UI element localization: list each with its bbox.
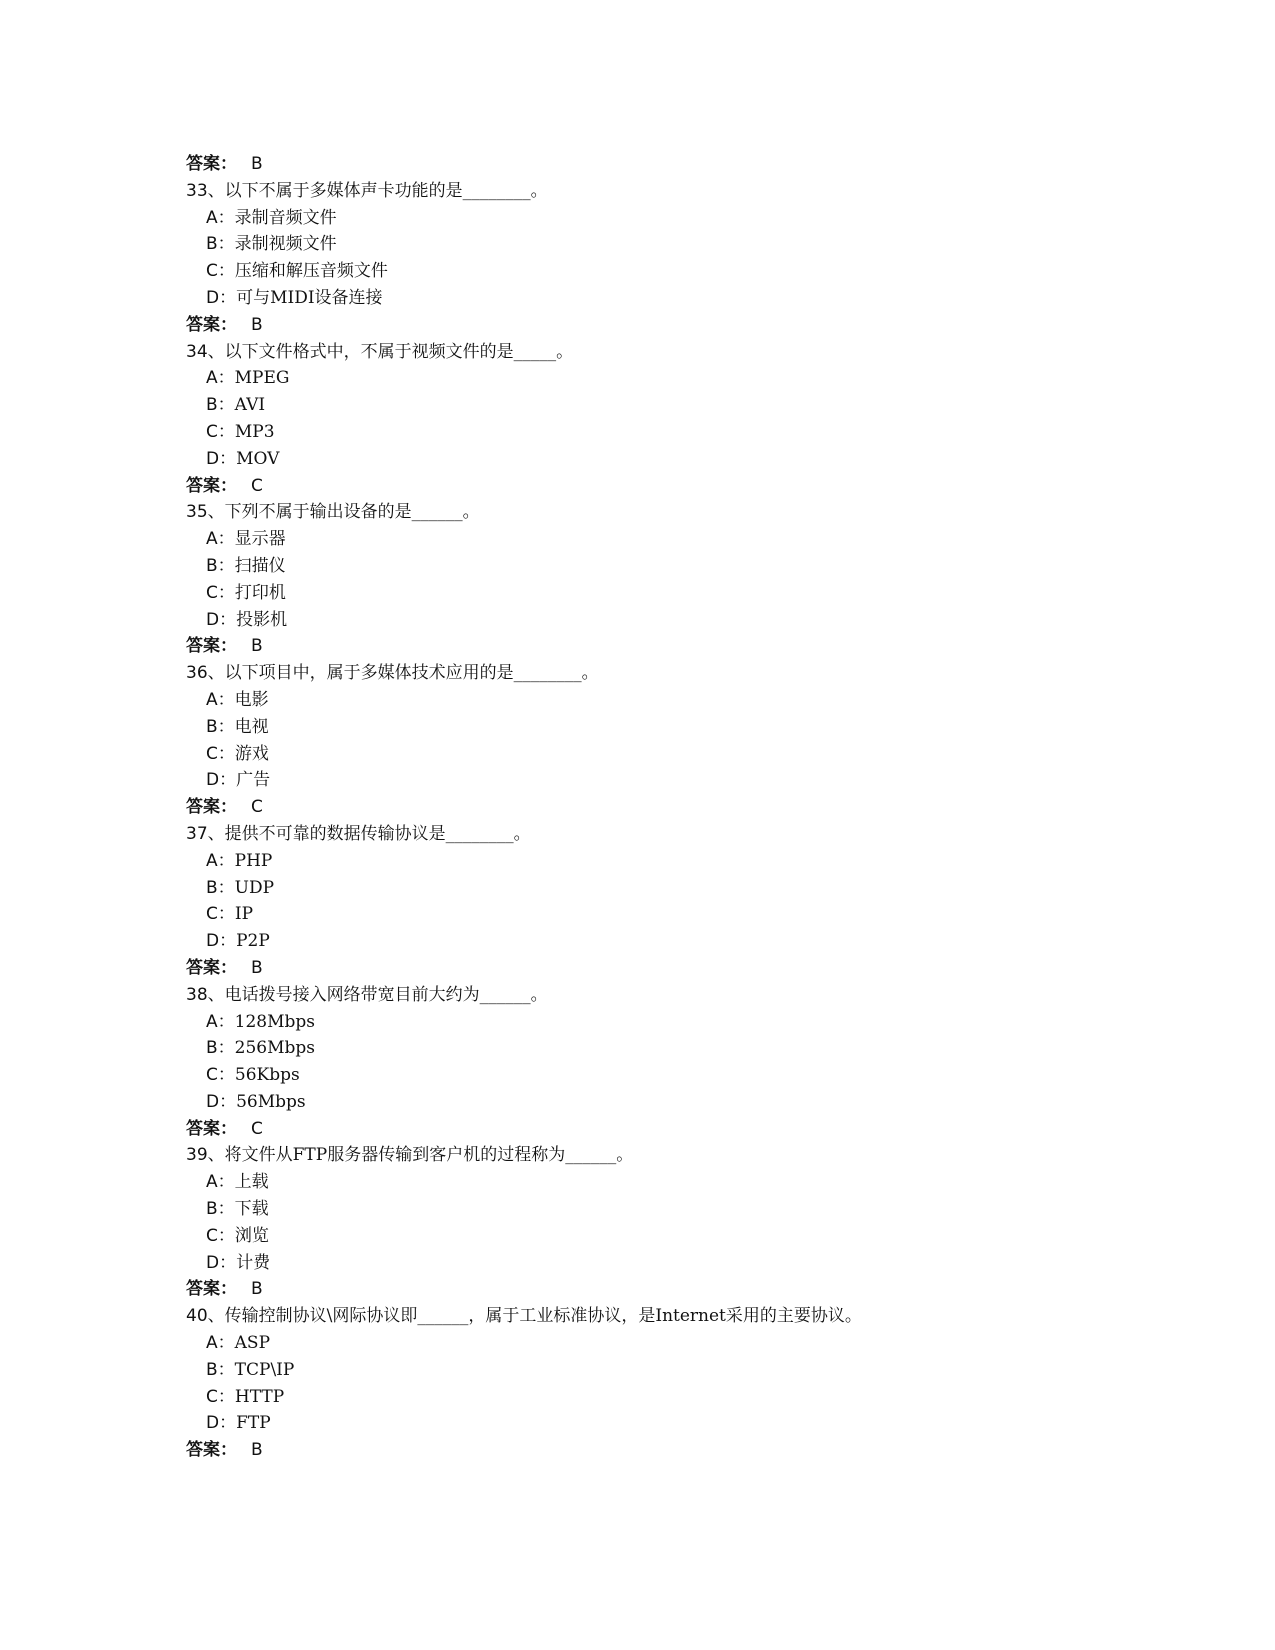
option-text: 256Mbps [234, 1038, 316, 1059]
option-letter: D： [206, 609, 237, 630]
question-number: 36、 [186, 663, 225, 684]
option-text: 计费 [236, 1252, 271, 1273]
option-letter: D： [206, 287, 237, 308]
option-line [186, 607, 1086, 634]
question-block [186, 982, 1086, 1143]
answer-label: 答案： [186, 314, 237, 335]
question-line [186, 499, 1086, 526]
answer-label: 答案： [186, 636, 237, 657]
option-line [186, 1357, 1086, 1384]
option-line [186, 714, 1086, 741]
answer-value: C [251, 797, 263, 818]
option-letter: D： [206, 1091, 237, 1112]
option-line [186, 1169, 1086, 1196]
option-text: 投影机 [236, 609, 288, 630]
option-letter: D： [206, 448, 237, 469]
option-letter: D： [206, 1252, 237, 1273]
option-letter: A： [206, 207, 235, 228]
question-text: 电话拨号接入网络带宽目前大约为______。 [224, 984, 548, 1005]
option-letter: B： [206, 1359, 235, 1380]
option-line [186, 1196, 1086, 1223]
option-line [186, 1035, 1086, 1062]
option-text: TCP\IP [234, 1359, 295, 1380]
answer-line [186, 1276, 1086, 1303]
option-line [186, 875, 1086, 902]
option-text: 广告 [236, 770, 271, 791]
option-text: FTP [236, 1413, 271, 1434]
option-line [186, 1250, 1086, 1277]
question-block [186, 1142, 1086, 1303]
question-block [186, 821, 1086, 982]
option-line [186, 446, 1086, 473]
option-text: 扫描仪 [234, 555, 286, 576]
question-line [186, 982, 1086, 1009]
answer-label: 答案： [186, 1279, 237, 1300]
option-text: 打印机 [234, 582, 286, 603]
question-block [186, 1303, 1086, 1464]
question-text: 下列不属于输出设备的是______。 [224, 502, 480, 523]
option-letter: D： [206, 931, 237, 952]
option-line [186, 687, 1086, 714]
option-line [186, 901, 1086, 928]
question-number: 38、 [186, 984, 225, 1005]
question-block [186, 178, 1086, 339]
answer-line [186, 633, 1086, 660]
option-text: 浏览 [234, 1225, 269, 1246]
option-text: MPEG [234, 368, 290, 389]
option-line [186, 392, 1086, 419]
option-line [186, 553, 1086, 580]
option-text: 56Mbps [236, 1091, 306, 1112]
option-letter: A： [206, 1333, 235, 1354]
option-letter: B： [206, 395, 235, 416]
question-line [186, 1303, 1086, 1330]
answer-label: 答案： [186, 797, 237, 818]
option-letter: C： [206, 421, 235, 442]
question-line [186, 339, 1086, 366]
option-letter: B： [206, 1038, 235, 1059]
question-number: 35、 [186, 502, 225, 523]
option-line [186, 848, 1086, 875]
option-letter: A： [206, 529, 235, 550]
option-line [186, 1009, 1086, 1036]
option-line [186, 1062, 1086, 1089]
question-text: 传输控制协议\网际协议即______，属于工业标准协议，是Internet采用的主要协议。 [224, 1306, 862, 1327]
option-text: IP [234, 904, 254, 925]
option-line [186, 526, 1086, 553]
option-letter: B： [206, 234, 235, 255]
option-line [186, 419, 1086, 446]
answer-value: B [251, 314, 263, 335]
option-letter: A： [206, 1011, 235, 1032]
question-number: 34、 [186, 341, 225, 362]
option-text: 游戏 [234, 743, 269, 764]
option-letter: A： [206, 689, 235, 710]
option-line [186, 285, 1086, 312]
answer-value: B [251, 1440, 263, 1461]
quiz-document [186, 151, 1086, 1464]
option-line [186, 928, 1086, 955]
option-letter: C： [206, 582, 235, 603]
option-text: AVI [234, 395, 266, 416]
answer-label: 答案： [186, 154, 237, 174]
question-line [186, 1142, 1086, 1169]
option-letter: D： [206, 770, 237, 791]
option-text: 56Kbps [234, 1065, 300, 1086]
option-line [186, 1089, 1086, 1116]
option-line [186, 258, 1086, 285]
option-text: 录制音频文件 [234, 207, 337, 228]
answer-line [186, 312, 1086, 339]
option-line [186, 1410, 1086, 1437]
answer-label: 答案： [186, 957, 237, 978]
question-line [186, 178, 1086, 205]
option-text: 电影 [234, 689, 269, 710]
option-letter: C： [206, 904, 235, 925]
option-text: 显示器 [234, 529, 286, 550]
option-text: 电视 [234, 716, 269, 737]
question-block [186, 339, 1086, 500]
question-line [186, 660, 1086, 687]
option-letter: B： [206, 716, 235, 737]
option-line [186, 365, 1086, 392]
answer-line [186, 1116, 1086, 1143]
option-letter: C： [206, 743, 235, 764]
question-number: 37、 [186, 823, 225, 844]
answer-line [186, 1437, 1086, 1464]
option-text: MP3 [234, 421, 275, 442]
answer-label: 答案： [186, 475, 237, 496]
answer-line [186, 473, 1086, 500]
option-text: 录制视频文件 [234, 234, 337, 255]
answer-value: B [251, 154, 263, 174]
option-letter: D： [206, 1413, 237, 1434]
option-letter: B： [206, 877, 235, 898]
answer-value: B [251, 636, 263, 657]
option-line [186, 767, 1086, 794]
option-text: 128Mbps [234, 1011, 315, 1032]
option-line [186, 1223, 1086, 1250]
answer-value: C [251, 1118, 263, 1139]
option-letter: A： [206, 1172, 235, 1193]
option-letter: C： [206, 1386, 235, 1407]
option-line [186, 205, 1086, 232]
answer-value: C [251, 475, 263, 496]
question-number: 33、 [186, 180, 225, 201]
answer-value: B [251, 1279, 263, 1300]
option-letter: C： [206, 261, 235, 282]
answer-value: B [251, 957, 263, 978]
option-letter: C： [206, 1065, 235, 1086]
answer-line [186, 794, 1086, 821]
question-text: 以下项目中，属于多媒体技术应用的是________。 [224, 663, 599, 684]
answer-label: 答案： [186, 1440, 237, 1461]
option-text: 上载 [234, 1172, 269, 1193]
option-text: 可与MIDI设备连接 [236, 287, 383, 308]
option-line [186, 1384, 1086, 1411]
question-block [186, 660, 1086, 821]
question-block [186, 499, 1086, 660]
intro-answer-line [186, 151, 1086, 178]
question-list [186, 178, 1086, 1464]
option-text: HTTP [234, 1386, 285, 1407]
option-text: MOV [236, 448, 280, 469]
option-text: 压缩和解压音频文件 [234, 261, 388, 282]
option-letter: B： [206, 555, 235, 576]
question-number: 39、 [186, 1145, 225, 1166]
option-text: P2P [236, 931, 270, 952]
answer-line [186, 955, 1086, 982]
option-letter: A： [206, 850, 235, 871]
option-text: UDP [234, 877, 275, 898]
question-text: 以下文件格式中，不属于视频文件的是_____。 [224, 341, 574, 362]
option-letter: A： [206, 368, 235, 389]
answer-label: 答案： [186, 1118, 237, 1139]
question-text: 提供不可靠的数据传输协议是________。 [224, 823, 531, 844]
option-line [186, 580, 1086, 607]
question-line [186, 821, 1086, 848]
option-line [186, 741, 1086, 768]
option-text: 下载 [234, 1199, 269, 1220]
question-number: 40、 [186, 1306, 225, 1327]
option-line [186, 231, 1086, 258]
option-text: PHP [234, 850, 273, 871]
option-line [186, 1330, 1086, 1357]
option-text: ASP [234, 1333, 271, 1354]
question-text: 以下不属于多媒体声卡功能的是________。 [224, 180, 548, 201]
option-letter: B： [206, 1199, 235, 1220]
option-letter: C： [206, 1225, 235, 1246]
question-text: 将文件从FTP服务器传输到客户机的过程称为______。 [224, 1145, 634, 1166]
